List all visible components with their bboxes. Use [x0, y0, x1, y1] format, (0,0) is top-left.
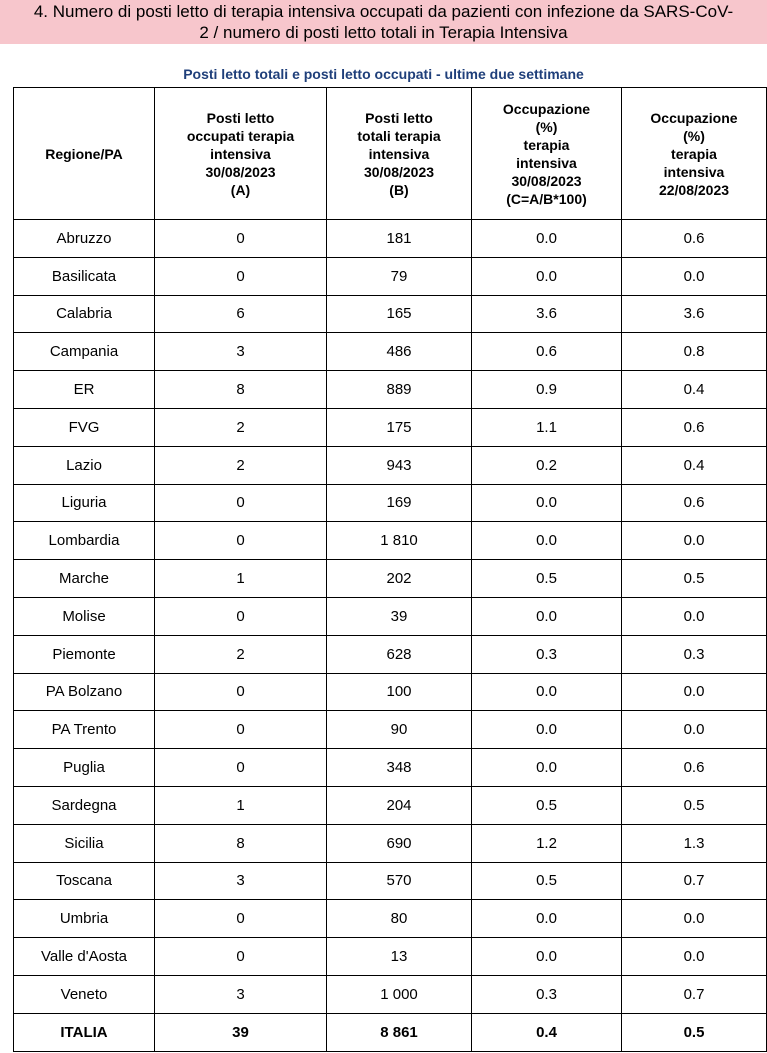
- table-row: [14, 295, 767, 333]
- occupancy-current-cell: 0.0: [472, 711, 622, 749]
- occupied-cell: 0: [155, 749, 327, 787]
- region-cell: Sardegna: [14, 786, 155, 824]
- occupancy-previous-cell: 0.3: [622, 635, 767, 673]
- occupied-cell: 1: [155, 560, 327, 598]
- header-line: 30/08/2023: [205, 163, 276, 180]
- total-cell: 39: [327, 597, 472, 635]
- occupancy-current-cell: 0.6: [472, 333, 622, 371]
- region-cell: Lazio: [14, 446, 155, 484]
- occupied-cell: 2: [155, 635, 327, 673]
- table-row: [14, 597, 767, 635]
- occupied-cell: 3: [155, 333, 327, 371]
- total-cell: 80: [327, 900, 472, 938]
- occupancy-previous-cell: 3.6: [622, 295, 767, 333]
- total-total-cell: 8 861: [327, 1013, 472, 1051]
- header-line: terapia: [671, 145, 717, 162]
- occupancy-current-cell: 0.3: [472, 975, 622, 1013]
- occupied-cell: 6: [155, 295, 327, 333]
- total-cell: 889: [327, 371, 472, 409]
- occupancy-previous-cell: 0.6: [622, 220, 767, 258]
- total-occupancy-current-cell: 0.4: [472, 1013, 622, 1051]
- table-subtitle: Posti letto totali e posti letto occupati - ultime due settimane: [183, 66, 584, 82]
- header-line: intensiva: [516, 154, 577, 171]
- occupied-cell: 1: [155, 786, 327, 824]
- region-cell: Liguria: [14, 484, 155, 522]
- header-region: [14, 88, 155, 220]
- occupancy-previous-cell: 0.0: [622, 597, 767, 635]
- total-cell: 486: [327, 333, 472, 371]
- table-row: [14, 220, 767, 258]
- region-cell: PA Bolzano: [14, 673, 155, 711]
- total-cell: 348: [327, 749, 472, 787]
- total-cell: 1 000: [327, 975, 472, 1013]
- header-line: intensiva: [210, 145, 271, 162]
- header-line: 30/08/2023: [511, 172, 582, 189]
- title-line-2: 2 / numero di posti letto totali in Terapia Intensiva: [199, 23, 568, 42]
- table-row: [14, 257, 767, 295]
- total-cell: 79: [327, 257, 472, 295]
- table-row: [14, 446, 767, 484]
- header-occupancy-current: [472, 88, 622, 220]
- header-line: (C=A/B*100): [506, 190, 587, 207]
- total-occupancy-previous-cell: 0.5: [622, 1013, 767, 1051]
- region-cell: FVG: [14, 408, 155, 446]
- table-row: [14, 484, 767, 522]
- total-cell: 13: [327, 938, 472, 976]
- region-cell: ER: [14, 371, 155, 409]
- header-occupied-beds: [155, 88, 327, 220]
- table-row: [14, 560, 767, 598]
- occupied-cell: 0: [155, 522, 327, 560]
- header-total-beds: [327, 88, 472, 220]
- occupied-cell: 3: [155, 862, 327, 900]
- total-cell: 165: [327, 295, 472, 333]
- table-row: [14, 900, 767, 938]
- occupancy-current-cell: 0.5: [472, 560, 622, 598]
- header-line: (%): [535, 118, 558, 135]
- total-cell: 90: [327, 711, 472, 749]
- occupied-cell: 0: [155, 711, 327, 749]
- region-cell: Marche: [14, 560, 155, 598]
- occupancy-current-cell: 0.0: [472, 749, 622, 787]
- occupancy-current-cell: 1.1: [472, 408, 622, 446]
- table-row: [14, 749, 767, 787]
- occupancy-current-cell: 0.0: [472, 938, 622, 976]
- table-row: [14, 786, 767, 824]
- occupancy-current-cell: 0.0: [472, 673, 622, 711]
- occupied-cell: 0: [155, 900, 327, 938]
- header-line: (B): [389, 181, 409, 198]
- header-line: Occupazione: [650, 109, 738, 126]
- occupancy-current-cell: 0.0: [472, 522, 622, 560]
- region-cell: Basilicata: [14, 257, 155, 295]
- occupancy-current-cell: 3.6: [472, 295, 622, 333]
- region-cell: Lombardia: [14, 522, 155, 560]
- region-cell: Molise: [14, 597, 155, 635]
- occupied-cell: 0: [155, 257, 327, 295]
- occupancy-current-cell: 1.2: [472, 824, 622, 862]
- occupancy-current-cell: 0.0: [472, 900, 622, 938]
- region-cell: Campania: [14, 333, 155, 371]
- total-cell: 943: [327, 446, 472, 484]
- occupancy-previous-cell: 0.0: [622, 900, 767, 938]
- total-cell: 690: [327, 824, 472, 862]
- occupied-cell: 3: [155, 975, 327, 1013]
- total-cell: 181: [327, 220, 472, 258]
- header-line: intensiva: [368, 145, 430, 162]
- occupancy-previous-cell: 0.0: [622, 257, 767, 295]
- occupancy-current-cell: 0.0: [472, 597, 622, 635]
- total-row: [14, 1013, 767, 1051]
- occupancy-previous-cell: 0.7: [622, 862, 767, 900]
- total-cell: 570: [327, 862, 472, 900]
- total-region-cell: ITALIA: [14, 1013, 155, 1051]
- occupied-cell: 0: [155, 597, 327, 635]
- table-row: [14, 938, 767, 976]
- region-cell: Abruzzo: [14, 220, 155, 258]
- occupancy-previous-cell: 0.0: [622, 938, 767, 976]
- table-row: [14, 522, 767, 560]
- region-cell: Veneto: [14, 975, 155, 1013]
- occupancy-current-cell: 0.0: [472, 257, 622, 295]
- table-row: [14, 408, 767, 446]
- occupancy-previous-cell: 0.6: [622, 749, 767, 787]
- region-cell: PA Trento: [14, 711, 155, 749]
- total-cell: 169: [327, 484, 472, 522]
- header-line: occupati terapia: [186, 127, 295, 144]
- occupied-cell: 0: [155, 673, 327, 711]
- region-cell: Toscana: [14, 862, 155, 900]
- header-line: totali terapia: [357, 127, 441, 144]
- header-occupancy-previous: [622, 88, 767, 220]
- occupancy-current-cell: 0.2: [472, 446, 622, 484]
- total-cell: 1 810: [327, 522, 472, 560]
- occupancy-previous-cell: 0.0: [622, 673, 767, 711]
- header-line: intensiva: [663, 163, 725, 180]
- occupied-cell: 8: [155, 371, 327, 409]
- occupancy-current-cell: 0.9: [472, 371, 622, 409]
- occupancy-previous-cell: 0.8: [622, 333, 767, 371]
- header-line: (A): [230, 181, 251, 198]
- total-cell: 204: [327, 786, 472, 824]
- title-banner: [0, 0, 767, 44]
- region-cell: Calabria: [14, 295, 155, 333]
- occupied-cell: 2: [155, 446, 327, 484]
- header-line: Posti letto: [206, 109, 275, 126]
- total-cell: 202: [327, 560, 472, 598]
- occupancy-previous-cell: 0.6: [622, 484, 767, 522]
- occupancy-current-cell: 0.3: [472, 635, 622, 673]
- occupied-cell: 0: [155, 484, 327, 522]
- region-cell: Umbria: [14, 900, 155, 938]
- total-cell: 175: [327, 408, 472, 446]
- occupancy-previous-cell: 1.3: [622, 824, 767, 862]
- occupancy-previous-cell: 0.7: [622, 975, 767, 1013]
- region-cell: Valle d'Aosta: [14, 938, 155, 976]
- table-body: [14, 220, 767, 1052]
- header-line: 30/08/2023: [363, 163, 435, 180]
- table-row: [14, 862, 767, 900]
- occupancy-previous-cell: 0.6: [622, 408, 767, 446]
- header-line: Regione/PA: [45, 145, 123, 162]
- table-row: [14, 824, 767, 862]
- total-cell: 100: [327, 673, 472, 711]
- header-line: terapia: [523, 136, 570, 153]
- table-row: [14, 371, 767, 409]
- table-row: [14, 975, 767, 1013]
- occupied-cell: 8: [155, 824, 327, 862]
- total-cell: 628: [327, 635, 472, 673]
- occupied-cell: 0: [155, 220, 327, 258]
- table-row: [14, 333, 767, 371]
- table-row: [14, 635, 767, 673]
- occupancy-current-cell: 0.0: [472, 220, 622, 258]
- occupancy-previous-cell: 0.5: [622, 560, 767, 598]
- icu-occupancy-table: [13, 87, 767, 1052]
- occupancy-current-cell: 0.5: [472, 786, 622, 824]
- occupancy-current-cell: 0.0: [472, 484, 622, 522]
- occupancy-previous-cell: 0.5: [622, 786, 767, 824]
- region-cell: Piemonte: [14, 635, 155, 673]
- header-line: Occupazione: [502, 100, 591, 117]
- total-occupied-cell: 39: [155, 1013, 327, 1051]
- header-line: Posti letto: [365, 109, 433, 126]
- header-line: 22/08/2023: [658, 181, 730, 198]
- table-row: [14, 711, 767, 749]
- occupancy-previous-cell: 0.0: [622, 711, 767, 749]
- region-cell: Puglia: [14, 749, 155, 787]
- occupied-cell: 2: [155, 408, 327, 446]
- occupancy-previous-cell: 0.4: [622, 371, 767, 409]
- region-cell: Sicilia: [14, 824, 155, 862]
- occupancy-previous-cell: 0.4: [622, 446, 767, 484]
- header-row: [14, 88, 767, 220]
- header-line: (%): [683, 127, 705, 144]
- occupied-cell: 0: [155, 938, 327, 976]
- occupancy-current-cell: 0.5: [472, 862, 622, 900]
- occupancy-previous-cell: 0.0: [622, 522, 767, 560]
- table-row: [14, 673, 767, 711]
- title-line-1: 4. Numero di posti letto di terapia intensiva occupati da pazienti con infezione da SARS-CoV-: [33, 2, 734, 21]
